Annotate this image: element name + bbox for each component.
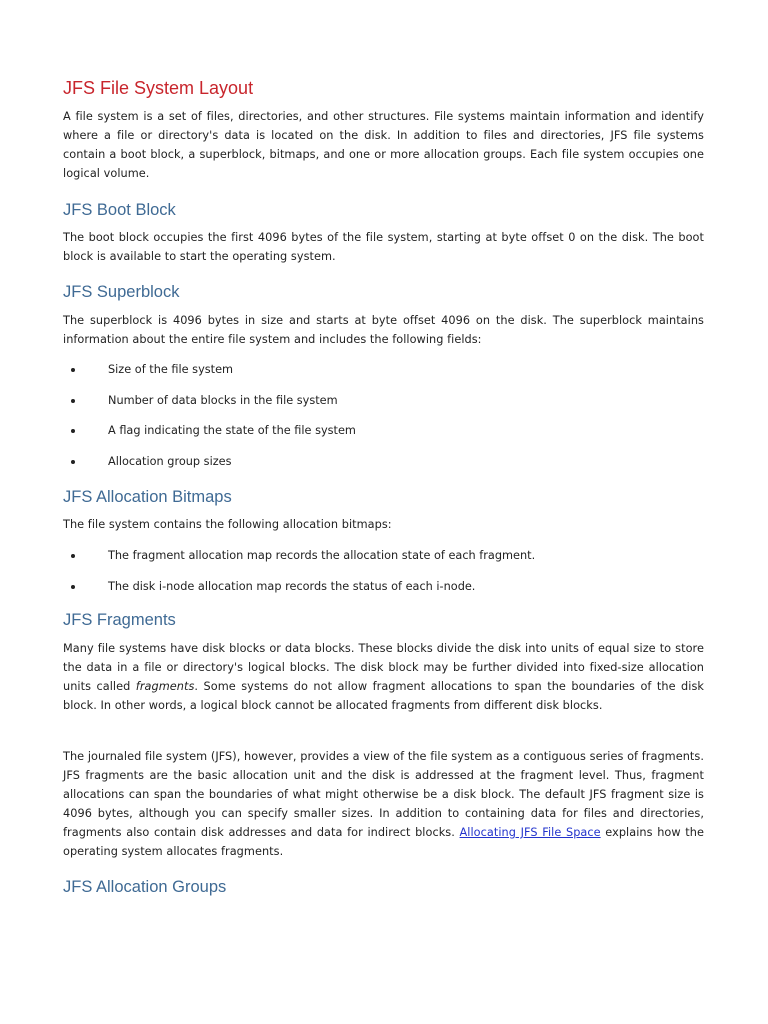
intro-paragraph: A file system is a set of files, directories, and other structures. File systems maintain information and identify where a file or directory's data is located on the disk. In addition to files and directories, JFS file systems contain a boot block, a superblock, bitmaps, and one or more allocation groups. Each file system occupies one logical volume. — [63, 110, 704, 180]
boot-block-paragraph: The boot block occupies the first 4096 bytes of the file system, starting at byte offset 0 on the disk. The boot block is available to start the operating system. — [63, 231, 704, 263]
page-title: JFS File System Layout — [63, 78, 254, 98]
heading-boot-block: JFS Boot Block — [63, 201, 176, 219]
fragments-paragraph-1: Many file systems have disk blocks or data blocks. These blocks divide the disk into units of equal size to store the data in a file or directory's logical blocks. The disk block may be further divided into fixed-size allocation units called fragments. Some systems do not allow fragment allocations to span the boundaries of the disk block. In other words, a logical block cannot be allocated fragments from different disk blocks. — [63, 642, 704, 712]
fragments-paragraph-2: The journaled file system (JFS), however, provides a view of the file system as a contiguous series of fragments. JFS fragments are the basic allocation unit and the disk is addressed at the fragment level. Thus, fragment allocations can span the boundaries of what might otherwise be a disk block. The default JFS fragment size is 4096 bytes, although you can specify smaller sizes. In addition to containing data for files and directories, fragments also contain disk addresses and data for indirect blocks. Allocating JFS File Space explains how the operating system allocates fragments. — [63, 750, 704, 858]
heading-fragments: JFS Fragments — [63, 611, 176, 629]
list-item: The fragment allocation map records the allocation state of each fragment. — [63, 546, 704, 577]
list-item: Number of data blocks in the file system — [63, 391, 704, 422]
list-item: A flag indicating the state of the file system — [63, 421, 704, 452]
bitmaps-list — [63, 546, 704, 607]
superblock-fields-list — [63, 360, 704, 482]
list-item: Allocation group sizes — [63, 452, 704, 483]
superblock-paragraph: The superblock is 4096 bytes in size and starts at byte offset 4096 on the disk. The superblock maintains information about the entire file system and includes the following fields: — [63, 314, 704, 346]
heading-superblock: JFS Superblock — [63, 283, 180, 301]
heading-allocation-bitmaps: JFS Allocation Bitmaps — [63, 488, 232, 506]
bitmaps-paragraph: The file system contains the following allocation bitmaps: — [63, 518, 392, 531]
allocating-jfs-file-space-link[interactable]: Allocating JFS File Space — [459, 826, 601, 839]
list-item: Size of the file system — [63, 360, 704, 391]
list-item: The disk i-node allocation map records the status of each i-node. — [63, 577, 704, 608]
emphasis-fragments: fragments — [135, 680, 195, 693]
heading-allocation-groups: JFS Allocation Groups — [63, 878, 227, 896]
